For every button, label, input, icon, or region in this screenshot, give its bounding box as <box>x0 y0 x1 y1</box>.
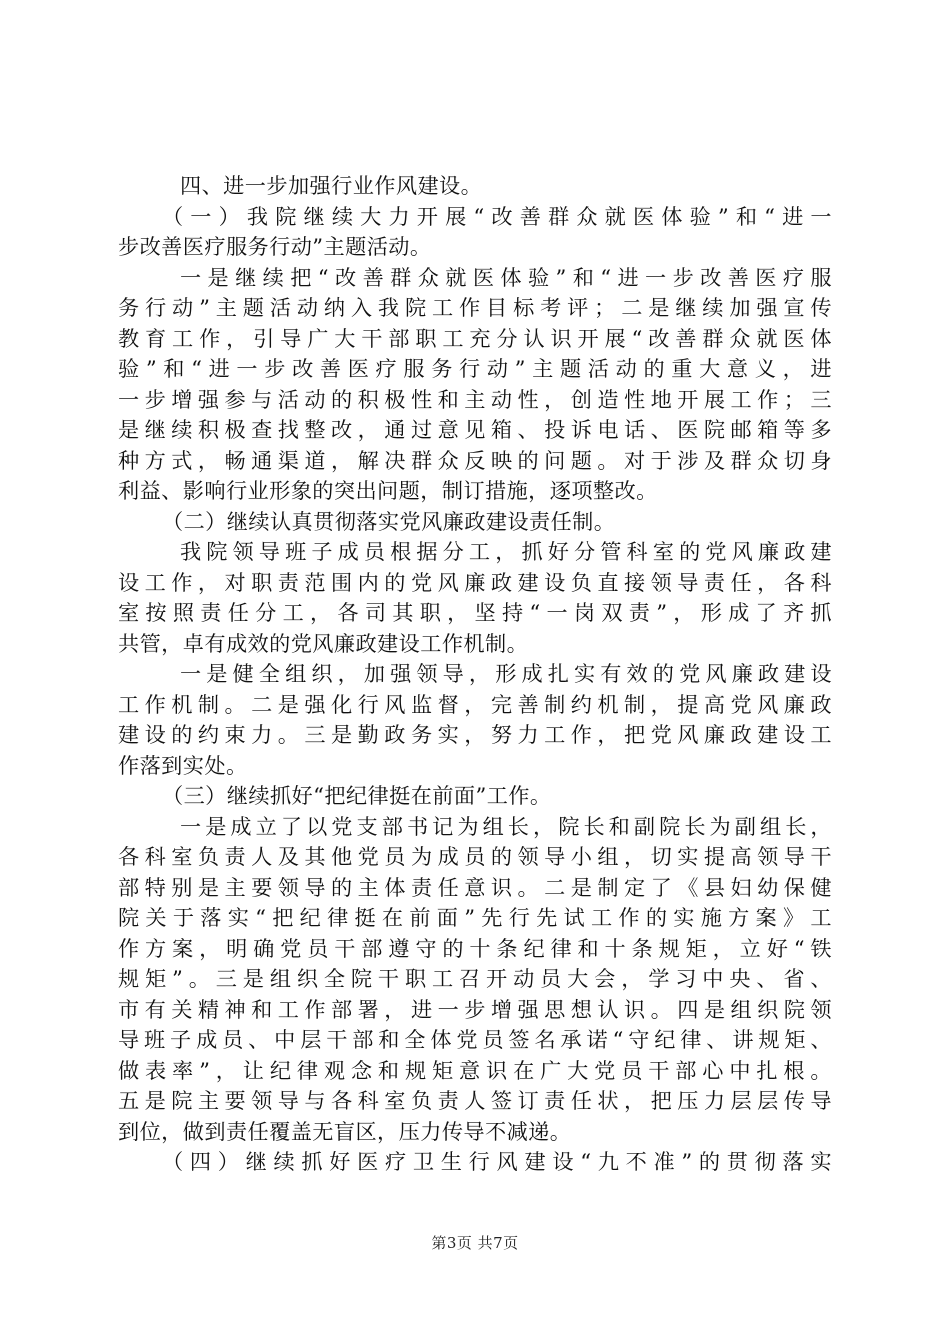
subsection-heading-3: （三）继续抓好“把纪律挺在前面”工作。 <box>162 783 552 808</box>
paragraph-line: 教育工作，引导广大干部职工充分认识开展“改善群众就医体 <box>118 325 832 351</box>
paragraph-line: 室按照责任分工，各司其职，坚持“一岗双责”，形成了齐抓 <box>118 600 832 625</box>
subsection-heading-2: （二）继续认真贯彻落实党风廉政建设责任制。 <box>162 508 616 534</box>
paragraph-line: 一步增强参与活动的积极性和主动性，创造性地开展工作；三 <box>118 386 832 412</box>
paragraph-line: 是继续积极查找整改，通过意见箱、投诉电话、医院邮箱等多 <box>118 417 832 442</box>
paragraph-line: 一是成立了以党支部书记为组长，院长和副院长为副组长， <box>180 813 832 839</box>
paragraph-line: 作落到实处。 <box>118 752 248 778</box>
paragraph-line: 务行动”主题活动纳入我院工作目标考评；二是继续加强宣传 <box>118 295 832 320</box>
paragraph-line: 作方案，明确党员干部遵守的十条纪律和十条规矩，立好“铁 <box>118 935 832 961</box>
document-body <box>118 171 832 1178</box>
subsection-heading-4: （四）继续抓好医疗卫生行风建设“九不准”的贯彻落实 <box>162 1149 832 1174</box>
paragraph-line: 一是健全组织，加强领导，形成扎实有效的党风廉政建设 <box>180 661 832 686</box>
paragraph-line: 种方式，畅通渠道，解决群众反映的问题。对于涉及群众切身 <box>118 447 832 473</box>
page-number-footer: 第3页 共7页 <box>431 1234 519 1252</box>
paragraph-line: 步改善医疗服务行动”主题活动。 <box>118 234 432 259</box>
paragraph-line: 我院领导班子成员根据分工，抓好分管科室的党风廉政建 <box>180 539 832 564</box>
section-heading-4: 四、进一步加强行业作风建设。 <box>180 173 483 198</box>
paragraph-line: 到位，做到责任覆盖无盲区，压力传导不减递。 <box>118 1118 572 1144</box>
paragraph-line: 部特别是主要领导的主体责任意识。二是制定了《县妇幼保健 <box>118 874 832 900</box>
paragraph-line: 规矩”。三是组织全院干职工召开动员大会，学习中央、省、 <box>118 966 832 991</box>
paragraph-line: 共管，卓有成效的党风廉政建设工作机制。 <box>118 630 529 656</box>
paragraph-line: 建设的约束力。三是勤政务实，努力工作，把党风廉政建设工 <box>118 722 832 747</box>
paragraph-line: 导班子成员、中层干部和全体党员签名承诺“守纪律、讲规矩、 <box>118 1027 832 1052</box>
paragraph-line: 各科室负责人及其他党员为成员的领导小组，切实提高领导干 <box>118 844 832 869</box>
paragraph-line: 市有关精神和工作部署，进一步增强思想认识。四是组织院领 <box>118 996 832 1022</box>
subsection-heading-1: （一）我院继续大力开展“改善群众就医体验”和“进一 <box>162 203 832 229</box>
paragraph-line: 做表率”，让纪律观念和规矩意识在广大党员干部心中扎根。 <box>118 1057 832 1083</box>
paragraph-line: 验”和“进一步改善医疗服务行动”主题活动的重大意义，进 <box>118 356 832 381</box>
paragraph-line: 设工作，对职责范围内的党风廉政建设负直接领导责任，各科 <box>118 569 832 595</box>
paragraph-line: 院关于落实“把纪律挺在前面”先行先试工作的实施方案》工 <box>118 905 832 930</box>
paragraph-line: 利益、影响行业形象的突出问题，制订措施，逐项整改。 <box>118 478 658 503</box>
paragraph-line: 五是院主要领导与各科室负责人签订责任状，把压力层层传导 <box>118 1088 832 1113</box>
paragraph-line: 一是继续把“改善群众就医体验”和“进一步改善医疗服 <box>180 264 832 290</box>
paragraph-line: 工作机制。二是强化行风监督，完善制约机制，提高党风廉政 <box>118 691 832 717</box>
